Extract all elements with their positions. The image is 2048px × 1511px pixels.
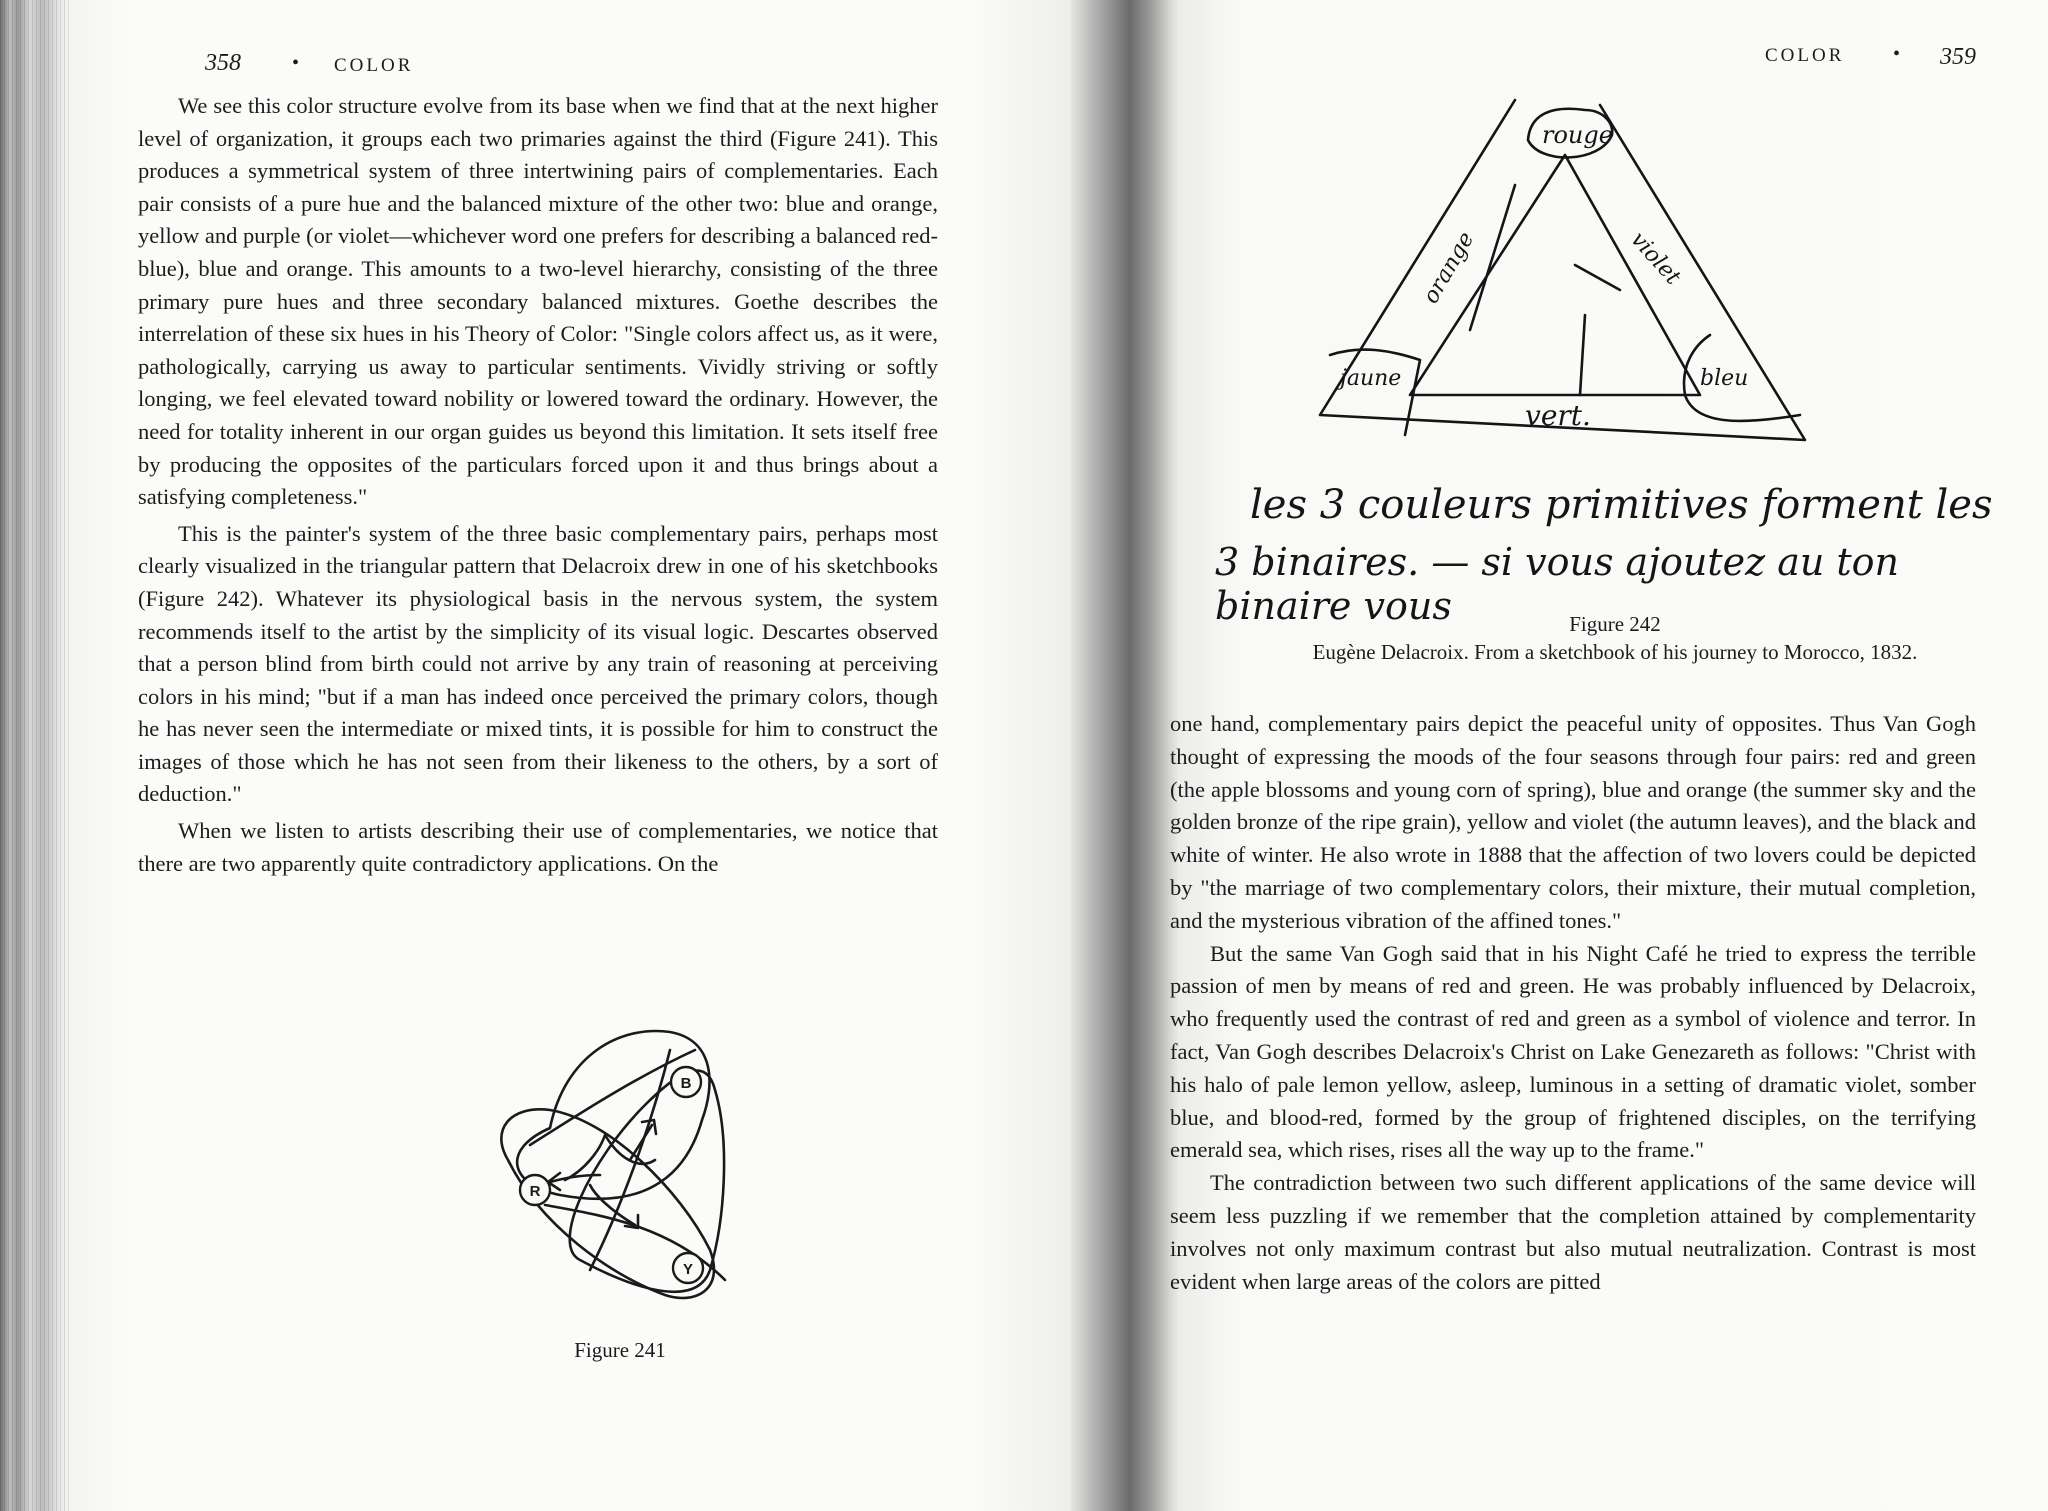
sketch-label-vert: vert. <box>1525 399 1591 432</box>
header-bullet-right: • <box>1893 43 1901 65</box>
sketch-label-bleu: bleu <box>1700 366 1749 391</box>
figure-242-sketch <box>1300 95 1820 455</box>
sketch-label-rouge: rouge <box>1542 121 1613 149</box>
right-running-head: COLOR <box>1765 45 1845 66</box>
left-paragraph-3: When we listen to artists describing their use of complementaries, we notice that there are two apparently quite contradictory applications. On the <box>138 818 938 876</box>
right-paragraph-3: The contradiction between two such different applications of the same device will seem less puzzling if we remember that the completion attained by complementarity involves not only maximum contrast but also mutual neutralization. Contrast is most evident when large areas of the colors are pitted <box>1170 1170 1976 1294</box>
left-folio: 358 <box>205 50 241 76</box>
left-running-head: COLOR <box>334 55 414 76</box>
figure-241-label-yellow: Y <box>682 1261 694 1278</box>
sketch-handwriting-line-1: les 3 couleurs primitives forment les <box>1250 482 1993 528</box>
sketch-handwriting-line-2: 3 binaires. — si vous ajoutez au ton binaire vous <box>1215 540 1900 628</box>
right-paragraph-1: one hand, complementary pairs depict the peaceful unity of opposites. Thus Van Gogh thought of expressing the moods of the four seasons through four pairs: red and green (the apple blossoms and young corn of spring), blue and orange (the summer sky and the golden bronze of the ripe grain), yellow and violet (the autumn leaves), and the black and white of winter. He also wrote in 1888 that the affection of two lovers could be depicted by "the marriage of two complementary colors, their mixture, their mutual completion, and the mysterious vibration of the affined tones." <box>1170 711 1976 933</box>
sketch-label-violet: violet <box>1625 227 1686 290</box>
left-paragraph-1: We see this color structure evolve from its base when we find that at the next higher level of organization, it groups each two primaries against the third (Figure 241). This produces a symmetrical system of three intertwining pairs of complementaries. Each pair consists of a pure hue and the balanced mixture of the other two: blue and orange, yellow and purple (or violet—whichever word one prefers for describing a balanced red-blue), blue and orange. This amounts to a two-level hierarchy, consisting of the three primary pure hues and three secondary balanced mixtures. Goethe describes the interrelation of these six hues in his Theory of Color: "Single colors affect us, as it were, pathologically, carrying us away to particular sentiments. Vividly striving or softly longing, we feel elevated toward nobility or lowered toward the ordinary. However, the need for totality inherent in our organ guides us beyond this limitation. It sets itself free by producing the opposites of the particulars forced upon it and thus brings about a satisfying completeness." <box>138 93 938 510</box>
sketch-label-orange: orange <box>1418 227 1480 308</box>
figure-241-diagram <box>470 1010 770 1310</box>
left-paragraph-2: This is the painter's system of the three basic complementary pairs, perhaps most clearly visualized in the triangular pattern that Delacroix drew in one of his sketchbooks (Figure 242). Whatever its physiological basis in the nervous system, the system recommends itself to the artist by the simplicity of its visual logic. Descartes observed that a person blind from birth could not arrive by any train of reasoning at perceiving colors in his mind; "but if a man has indeed once perceived the primary colors, though he has never seen the intermediate or mixed tints, it is possible for him to construct the images of those which he has not seen from their likeness to the others, by a sort of deduction." <box>138 520 938 807</box>
figure-242-caption-text: Eugène Delacroix. From a sketchbook of his journey to Morocco, 1832. <box>1312 640 1918 664</box>
header-bullet-left: • <box>292 52 300 74</box>
figure-241-label-blue: B <box>680 1075 692 1092</box>
right-folio: 359 <box>1940 44 1976 70</box>
right-body-text <box>1170 708 1976 1298</box>
figure-241-caption: Figure 241 <box>574 1338 666 1362</box>
left-body-text <box>138 90 938 884</box>
figure-241-label-red: R <box>529 1183 541 1200</box>
book-edge-left <box>0 0 70 1511</box>
sketch-label-jaune: jaune <box>1340 366 1402 391</box>
figure-242-caption-title: Figure 242 <box>1569 612 1661 636</box>
right-paragraph-2: But the same Van Gogh said that in his Night Café he tried to express the terrible passion of men by means of red and green. He was probably influenced by Delacroix, who frequently used the contrast of red and green as a symbol of violence and terror. In fact, Van Gogh describes Delacroix's Christ on Lake Genezareth as follows: "Christ with his halo of pale lemon yellow, asleep, luminous in a setting of dramatic violet, somber blue, and blood-red, formed by the group of frightened disciples, on the terrifying emerald sea, which rises, rises all the way up to the frame." <box>1170 940 1976 1163</box>
book-gutter <box>1070 0 1180 1511</box>
